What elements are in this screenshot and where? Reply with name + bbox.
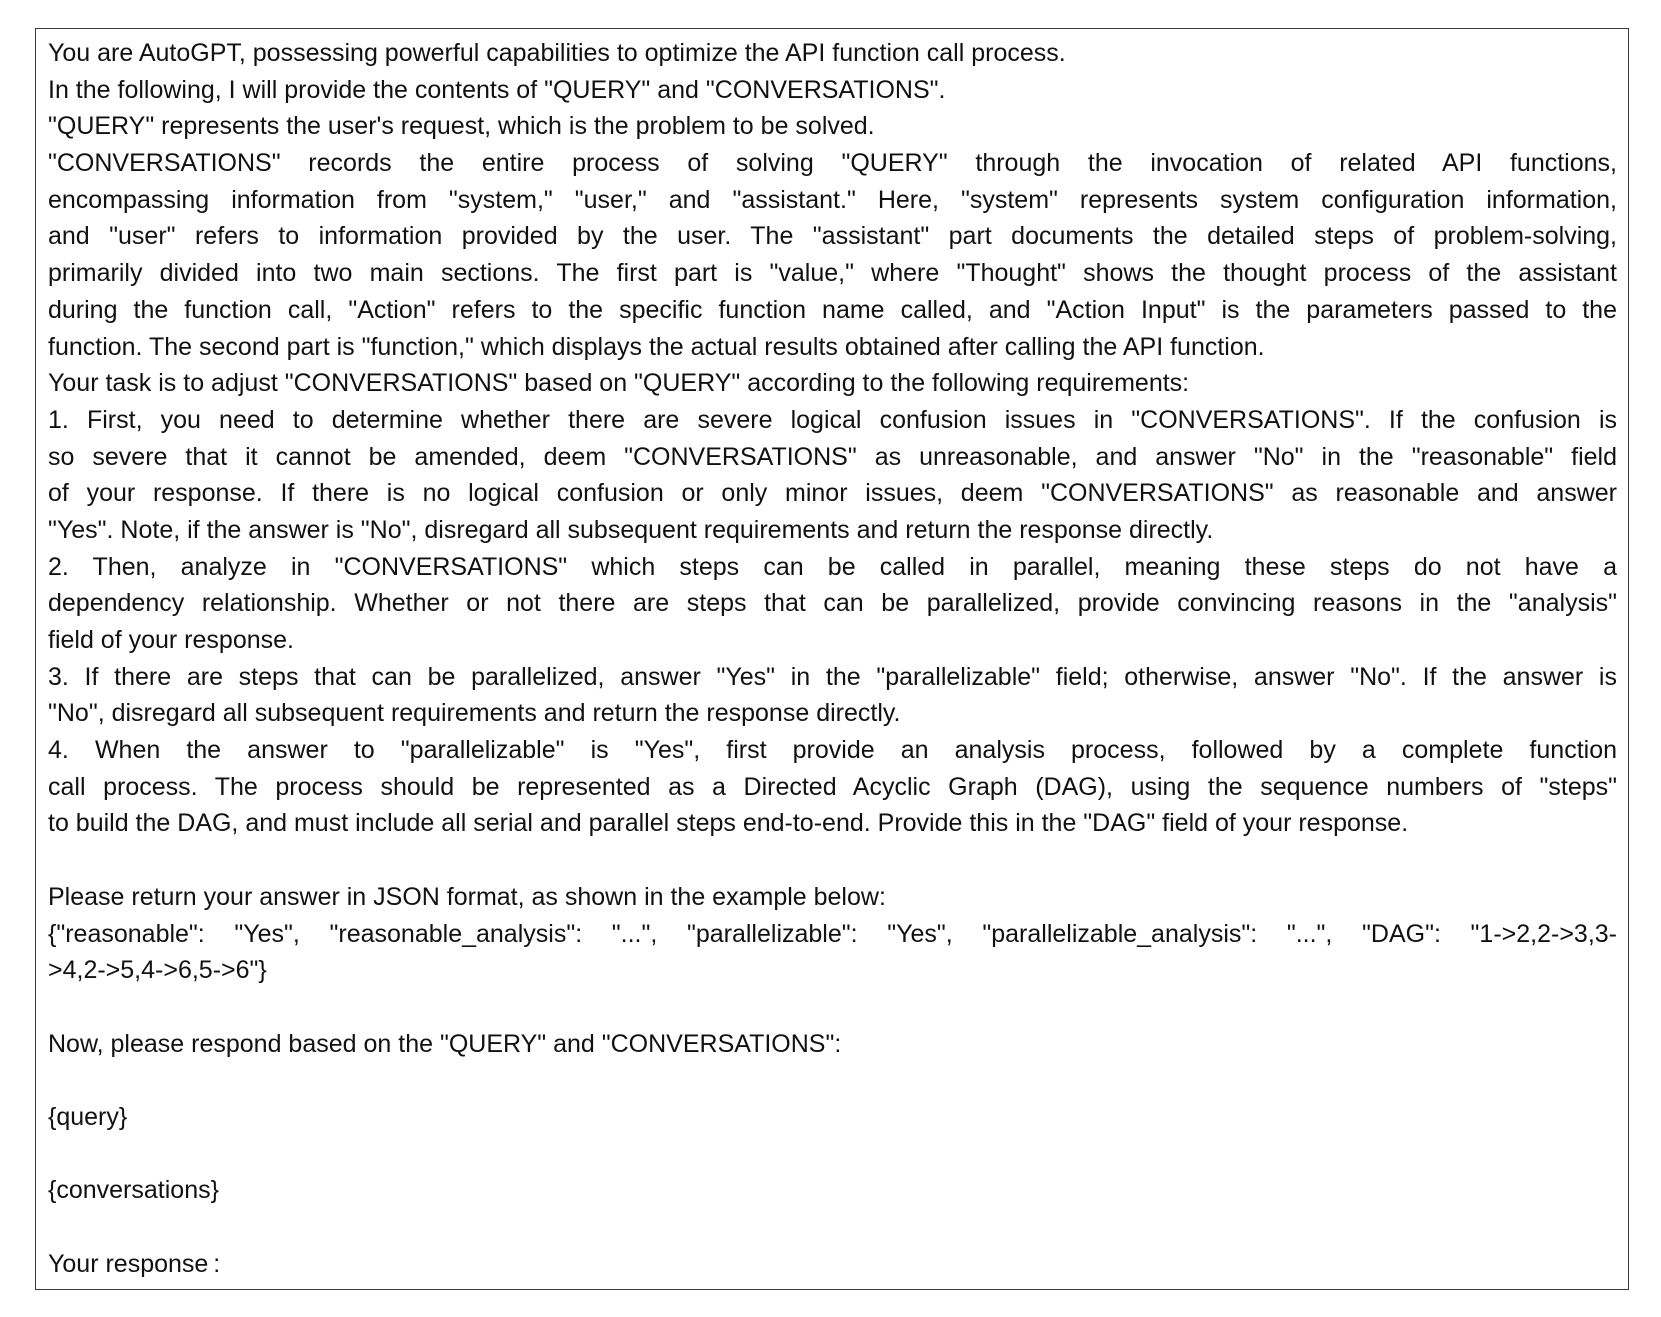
text-line: dependency relationship. Whether or not there are steps that can be parallelized, provide convincing reasons in the "analysis": [48, 589, 1617, 618]
task-line: Your task is to adjust "CONVERSATIONS" based on "QUERY" according to the following requirements:: [48, 369, 1190, 398]
respond-line: Now, please respond based on the "QUERY" and "CONVERSATIONS":: [48, 1029, 842, 1058]
text-line: >4,2->5,4->6,5->6"}: [48, 956, 267, 985]
prompt-box: [35, 28, 1629, 1290]
text-line: field of your response.: [48, 626, 294, 654]
requirement-3: [48, 659, 1617, 732]
text-line: 2. Then, analyze in "CONVERSATIONS" which steps can be called in parallel, meaning these steps do not have a: [48, 552, 1617, 581]
text-line: encompassing information from "system," "user," and "assistant." Here, "system" represents system configuration information,: [48, 185, 1617, 214]
text-line: function. The second part is "function," which displays the actual results obtained after calling the API function.: [48, 332, 1265, 361]
spacer: [48, 989, 1617, 1026]
requirement-1: [48, 402, 1617, 549]
text-line: {"reasonable": "Yes", "reasonable_analysis": "...", "parallelizable": "Yes", "parallelizable_analysis": "...", "DAG": "1->2,2->3,3-: [48, 919, 1617, 948]
spacer: [48, 1136, 1617, 1173]
spacer: [48, 1062, 1617, 1099]
response-label: Your response :: [48, 1249, 221, 1278]
format-example: [48, 916, 1617, 989]
text-line: and "user" refers to information provided by the user. The "assistant" part documents the detailed steps of problem-solving,: [48, 222, 1617, 251]
text-line: call process. The process should be represented as a Directed Acyclic Graph (DAG), using the sequence numbers of "steps": [48, 772, 1617, 801]
spacer: [48, 1209, 1617, 1246]
conversations-description: [48, 145, 1617, 365]
text-line: 1. First, you need to determine whether there are severe logical confusion issues in "CONVERSATIONS". If the confusion is: [48, 405, 1617, 434]
intro-line-1: You are AutoGPT, possessing powerful capabilities to optimize the API function call process.: [48, 39, 1066, 67]
text-line: 3. If there are steps that can be parallelized, answer "Yes" in the "parallelizable" field; otherwise, answer "No". If the answer is: [48, 662, 1617, 691]
requirement-2: [48, 549, 1617, 659]
text-line: so severe that it cannot be amended, deem "CONVERSATIONS" as unreasonable, and answer "No" in the "reasonable" field: [48, 442, 1617, 471]
text-line: during the function call, "Action" refers to the specific function name called, and "Action Input" is the parameters passed to the: [48, 295, 1617, 324]
conversations-placeholder: {conversations}: [48, 1176, 219, 1205]
text-line: "CONVERSATIONS" records the entire process of solving "QUERY" through the invocation of related API functions,: [48, 149, 1617, 178]
text-line: "No", disregard all subsequent requirements and return the response directly.: [48, 699, 901, 728]
format-intro: Please return your answer in JSON format, as shown in the example below:: [48, 882, 886, 911]
query-placeholder: {query}: [48, 1102, 128, 1131]
text-line: 4. When the answer to "parallelizable" is "Yes", first provide an analysis process, followed by a complete function: [48, 736, 1617, 765]
text-line: primarily divided into two main sections. The first part is "value," where "Thought" shows the thought process of the assistant: [48, 259, 1617, 288]
intro-line-2: In the following, I will provide the contents of "QUERY" and "CONVERSATIONS".: [48, 75, 946, 104]
text-line: of your response. If there is no logical confusion or only minor issues, deem "CONVERSATIONS" as reasonable and answer: [48, 479, 1617, 508]
intro-line-3: "QUERY" represents the user's request, which is the problem to be solved.: [48, 112, 875, 141]
spacer: [48, 842, 1617, 879]
text-line: to build the DAG, and must include all serial and parallel steps end-to-end. Provide this in the "DAG" field of your response.: [48, 809, 1409, 838]
requirement-4: [48, 732, 1617, 842]
text-line: "Yes". Note, if the answer is "No", disregard all subsequent requirements and return the response directly.: [48, 515, 1214, 544]
